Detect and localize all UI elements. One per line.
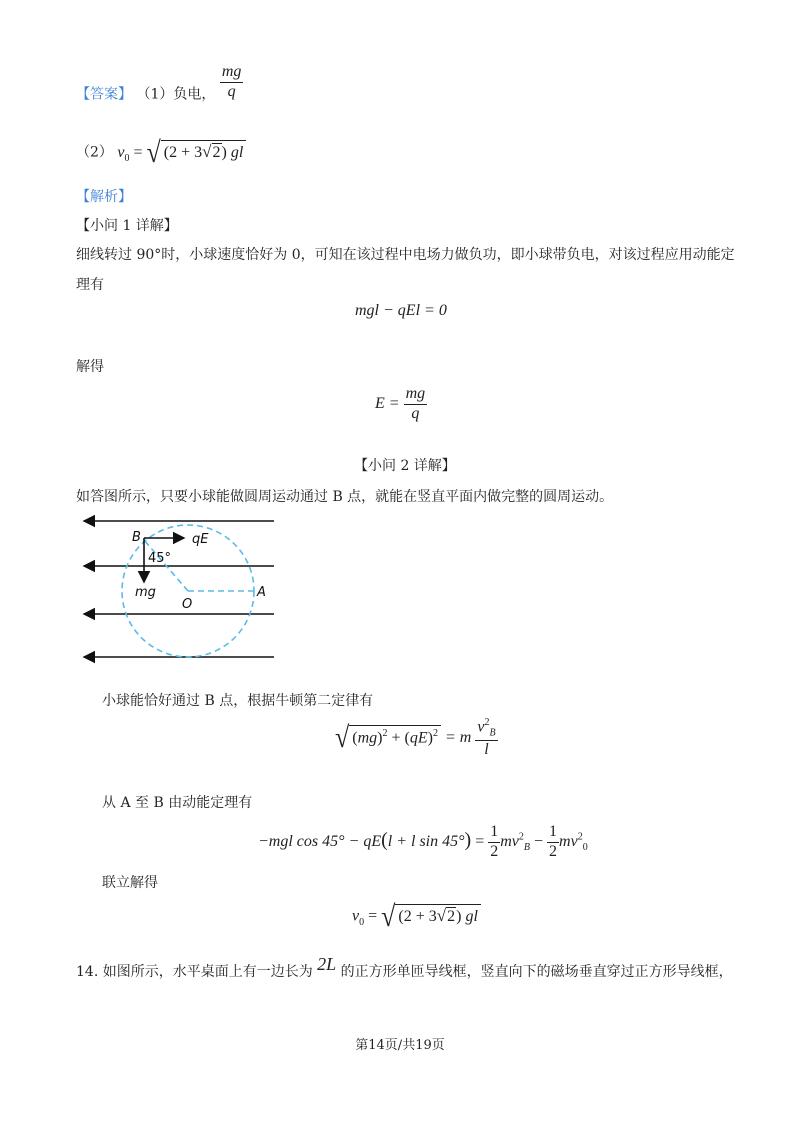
answer-line-2 [76,135,246,170]
radicand: (mg)$^2$ + (qE)$^2$ [349,725,441,751]
answer-part2-formula [117,135,246,170]
question-math-2L: 2L [317,954,337,974]
var-v: v [352,907,360,925]
label-mg: mg [135,585,156,600]
term-mv: mv [559,832,578,850]
question-text-a: 如图所示，水平桌面上有一边长为 [102,964,313,980]
answer-tag: 【答案】 [76,86,132,103]
inner-sqrt: √ 2 [436,906,456,925]
sub-0: 0 [582,842,588,854]
fraction-denominator: l [484,741,489,759]
answer-part1-fraction [220,64,244,101]
fraction-numerator: mg [404,386,428,405]
analysis-tag: 【解析】 [76,189,132,205]
fraction-numerator: 1 [488,824,500,843]
term-qE: qE [409,729,428,747]
newton-text: 小球能恰好通过 B 点，根据牛顿第二定律有 [102,693,374,709]
tail-gl: gl [230,144,244,161]
eq2-fraction [404,386,428,423]
fraction-denominator: q [227,82,236,100]
sqrt [335,721,441,755]
radical-sign: √ [335,721,350,755]
force-diagram [80,510,280,666]
question-14 [76,954,733,981]
label-B: B [132,530,141,545]
equation-3 [335,718,498,759]
question-number: 14. [76,964,99,980]
label-O: O [182,597,193,612]
sub-B: B [523,842,530,854]
sqrt [146,135,247,170]
fraction-numerator: 1 [547,824,559,843]
question-text-b: 的正方形单匝导线框，竖直向下的磁场垂直穿过正方形导线框， [340,964,733,980]
equation-2 [375,386,427,423]
sub1-text-line1: 细线转过 90°时，小球速度恰好为 0，可知在该过程中电场力做负功，即小球带负电，对该过程应用动能定 [76,247,735,263]
equals: = [368,907,378,925]
sqrt [381,899,481,934]
tail-gl: gl [465,908,478,925]
eq2-lhs: E = [375,394,400,412]
fraction-denominator: q [411,404,420,422]
answer-part2-prefix: （2） [76,144,113,161]
var-v: v [117,143,125,161]
equation-5 [352,899,481,934]
sub-B: B [489,727,496,739]
radicand-a: 2 + 3 [403,908,437,925]
equals: = [133,143,143,161]
fraction-denominator: 2 [490,842,499,860]
radicand: (2 + 3 √ 2 ) gl [161,140,246,166]
sub-0: 0 [359,916,365,928]
half-1 [488,824,500,861]
sub-0: 0 [124,152,130,164]
fraction-numerator: mg [220,64,244,83]
answer-part1-prefix: （1）负电， [136,86,216,103]
minus: − [534,832,544,850]
label-A: A [257,585,266,600]
solve-label: 解得 [76,359,104,375]
equation-1: mgl − qEl = 0 [355,302,447,319]
radicand-b: 2 [212,144,221,161]
term-mg: mg [357,729,378,747]
radical-sign: √ [381,899,396,934]
radicand-a: 2 + 3 [169,144,203,161]
sub2-intro: 如答图所示，只要小球能做圆周运动通过 B 点，就能在竖直平面内做完整的圆周运动。 [76,489,614,505]
page-footer: 第14页/共19页 [355,1038,445,1053]
var-v: v [477,718,485,736]
eq4-paren-content: l + l sin 45° [387,832,465,850]
radicand-b: 2 [447,908,456,925]
half-2 [547,824,559,861]
inner-sqrt: √ 2 [202,142,221,161]
eq3-rhs-m: = m [444,729,472,747]
energy-text: 从 A 至 B 由动能定理有 [102,795,253,811]
fraction-denominator: 2 [549,842,558,860]
combine-text: 联立解得 [102,875,158,891]
sub1-text-line2: 理有 [76,277,104,293]
answer-line-1 [76,63,243,113]
radical-sign: √ [146,135,161,170]
sub2-title: 【小问 2 详解】 [354,458,456,474]
eq4-left: −mgl cos 45° − qE [258,832,382,850]
radicand: (2 + 3 √ 2 ) gl [395,904,480,930]
eq3-fraction: $\frac{v^2_B}{l}$ [477,717,496,759]
label-qE: qE [192,532,209,547]
sub1-title: 【小问 1 详解】 [76,218,178,234]
label-angle: 45° [148,551,172,566]
equation-4: −mgl cos 45° − qE(l + l sin 45°) = $\frac{1}{2}$ $mv^2_B$ − $\frac{1}{2}$ $mv^2_0$ [258,823,588,860]
equals: = [475,832,485,850]
term-mv: mv [500,832,519,850]
